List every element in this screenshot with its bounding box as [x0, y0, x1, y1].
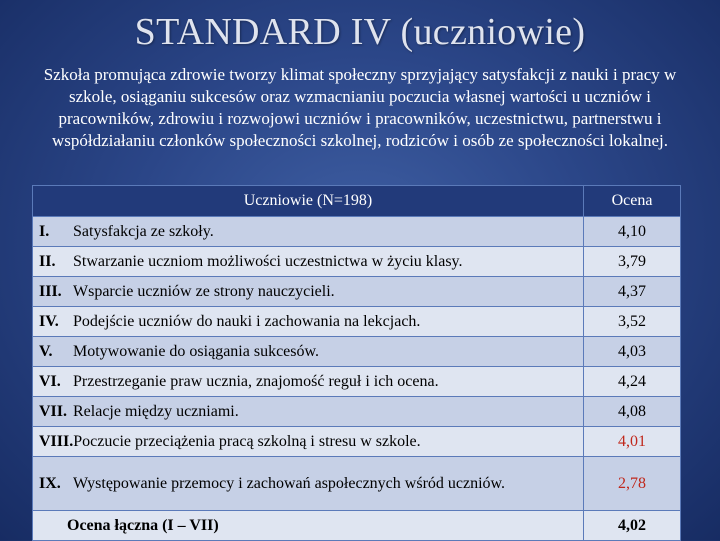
row-number: VII. [39, 402, 68, 420]
row-number: V. [39, 342, 53, 360]
row-label-cell [33, 367, 584, 397]
slide-subtitle: Szkoła promująca zdrowie tworzy klimat społeczny sprzyjający satysfakcji z nauki i pracy w szkole, osiąganiu sukcesów oraz wzmacnianiu poczucia własnej wartości u uczniów i pracowników, zdrowiu i rozwojowi uczniów i pracowników, uczestnictwu, partnerstwu i współdziałaniu członków społeczności szkolnej, rodziców i osób ze społeczności lokalnej. [43, 65, 677, 150]
row-label: Wsparcie uczniów ze strony nauczycieli. [73, 282, 335, 300]
table-row [33, 427, 681, 457]
row-score-highlighted: 4,01 [584, 427, 681, 457]
row-number: IV. [39, 312, 59, 330]
row-score: 4,08 [584, 397, 681, 427]
table-row [33, 307, 681, 337]
row-score: 4,24 [584, 367, 681, 397]
row-number: VI. [39, 372, 61, 390]
row-number: III. [39, 282, 62, 300]
table-row [33, 397, 681, 427]
row-label-cell [33, 337, 584, 367]
row-label-cell [33, 307, 584, 337]
row-label: Występowanie przemocy i zachowań aspołecznych wśród uczniów. [73, 474, 506, 492]
row-label: Przestrzeganie praw ucznia, znajomość reguł i ich ocena. [73, 372, 439, 390]
row-label-cell [33, 427, 584, 457]
total-label: Ocena łączna (I – VII) [33, 511, 584, 541]
row-score: 4,10 [584, 217, 681, 247]
table-row [33, 247, 681, 277]
table-row [33, 457, 681, 511]
table-total-row [33, 511, 681, 541]
table-row [33, 277, 681, 307]
row-number: VIII. [39, 432, 74, 450]
row-label: Podejście uczniów do nauki i zachowania na lekcjach. [73, 312, 421, 330]
row-label-cell [33, 457, 584, 511]
row-score: 4,03 [584, 337, 681, 367]
row-label: Poczucie przeciążenia pracą szkolną i stresu w szkole. [73, 432, 421, 450]
row-label: Stwarzanie uczniom możliwości uczestnictwa w życiu klasy. [73, 252, 463, 270]
row-number: IX. [39, 474, 61, 492]
row-score-highlighted: 2,78 [584, 457, 681, 511]
row-label-cell [33, 247, 584, 277]
table-row [33, 367, 681, 397]
row-label-cell [33, 277, 584, 307]
row-label: Satysfakcja ze szkoły. [73, 222, 214, 240]
row-score: 3,52 [584, 307, 681, 337]
row-label: Relacje między uczniami. [73, 402, 239, 420]
row-label: Motywowanie do osiągania sukcesów. [73, 342, 320, 360]
slide-title: STANDARD IV (uczniowie) [134, 11, 586, 53]
results-table [32, 185, 681, 541]
header-label: Uczniowie (N=198) [33, 186, 584, 217]
header-score: Ocena [584, 186, 681, 217]
table-row [33, 217, 681, 247]
row-score: 4,37 [584, 277, 681, 307]
table-header-row [33, 186, 681, 217]
row-number: I. [39, 222, 50, 240]
row-label-cell [33, 397, 584, 427]
total-score: 4,02 [584, 511, 681, 541]
results-table-container [32, 185, 680, 541]
row-number: II. [39, 252, 56, 270]
row-score: 3,79 [584, 247, 681, 277]
row-label-cell [33, 217, 584, 247]
table-row [33, 337, 681, 367]
